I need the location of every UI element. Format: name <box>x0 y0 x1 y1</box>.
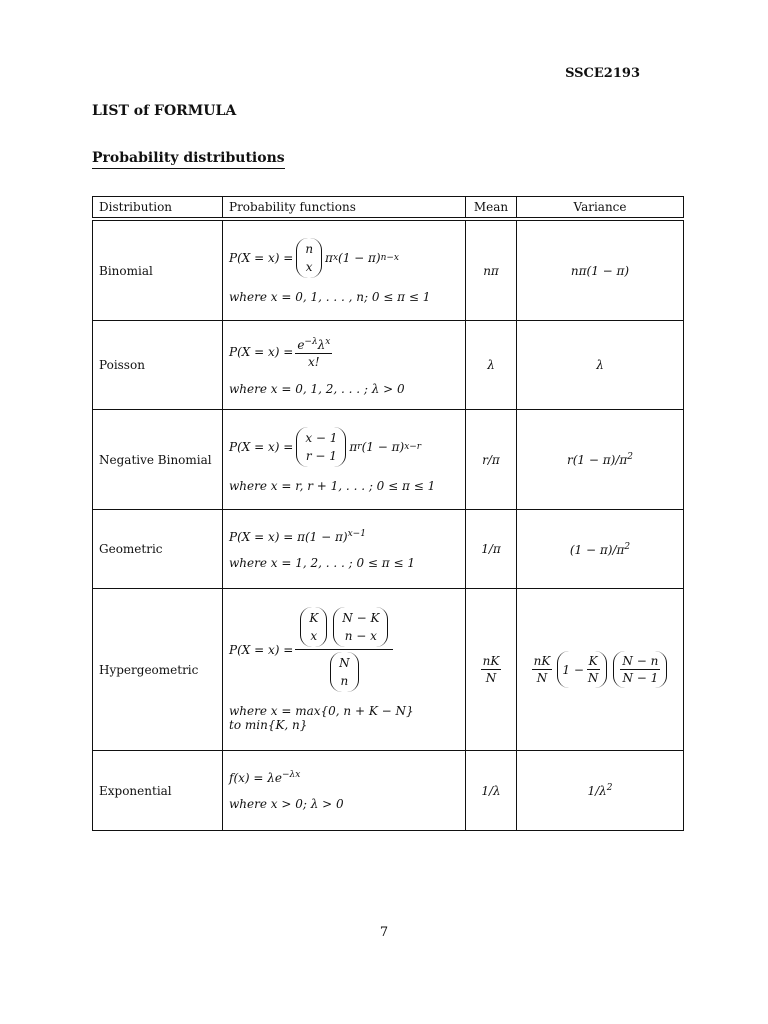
exponential-name: Exponential <box>92 751 223 831</box>
negbin-choose-bottom: r − 1 <box>305 448 337 463</box>
hyper-where-line2: to min{K, n} <box>229 718 308 732</box>
negbin-mean: r/π <box>466 410 517 510</box>
hyper-c2-bottom: n − x <box>344 629 377 643</box>
header-row <box>92 196 684 218</box>
hyper-c2-top: N − K <box>342 611 380 625</box>
binomial-name: Binomial <box>92 221 223 321</box>
poisson-where: where x = 0, 1, 2, . . . ; λ > 0 <box>229 382 405 396</box>
poisson-num-tail: λ <box>317 338 326 352</box>
hypergeometric-name: Hypergeometric <box>92 589 223 751</box>
exponential-variance <box>517 751 684 831</box>
negbin-name: Negative Binomial <box>92 410 223 510</box>
hypergeometric-mean <box>466 589 517 751</box>
exponential-where: where x > 0; λ > 0 <box>229 797 344 811</box>
geometric-name: Geometric <box>92 510 223 589</box>
binomial-where: where x = 0, 1, . . . , n; 0 ≤ π ≤ 1 <box>229 289 431 304</box>
poisson-pmf <box>223 321 466 410</box>
geometric-variance <box>517 510 684 589</box>
negbin-choose-top: x − 1 <box>305 430 338 445</box>
negbin-lhs: P(X = x) = <box>229 439 294 454</box>
exponential-variance-text: 1/λ <box>587 784 607 798</box>
hyper-var-f3-den: N − 1 <box>622 671 659 685</box>
binomial-variance: nπ(1 − π) <box>517 221 684 321</box>
negbin-pmf <box>223 410 466 510</box>
exponential-formula: f(x) = λe <box>229 771 282 785</box>
hypergeometric-choose-1 <box>300 607 327 647</box>
hyper-c3-top: N <box>339 656 350 670</box>
negbin-variance <box>517 410 684 510</box>
negbin-mid: (1 − π) <box>361 439 405 454</box>
geometric-pmf <box>223 510 466 589</box>
binomial-choose-top: n <box>305 241 314 256</box>
geometric-variance-sup: 2 <box>624 541 631 552</box>
hypergeometric-fraction <box>295 607 393 692</box>
hyper-var-f1-num: nK <box>533 654 551 668</box>
exponential-mean: 1/λ <box>466 751 517 831</box>
poisson-variance: λ <box>517 321 684 410</box>
hypergeometric-lhs: P(X = x) = <box>229 642 294 657</box>
hyper-c1-top: K <box>309 611 319 625</box>
binomial-choose <box>296 238 322 278</box>
hypergeometric-choose-3 <box>330 652 359 692</box>
geometric-formula: P(X = x) = π(1 − π) <box>229 529 348 544</box>
hyper-var-one-minus: 1 − <box>562 662 584 677</box>
poisson-num-sup2: x <box>325 337 331 347</box>
negbin-sup1: r <box>357 441 362 452</box>
hyper-var-f3-num: N − n <box>622 654 659 668</box>
header-mean: Mean <box>466 196 517 218</box>
hyper-c1-bottom: x <box>310 629 318 643</box>
binomial-sup2: n−x <box>380 252 400 263</box>
binomial-mean: nπ <box>466 221 517 321</box>
page-number: 7 <box>379 925 389 940</box>
poisson-lhs: P(X = x) = <box>229 345 294 359</box>
row-hypergeometric <box>92 589 684 751</box>
geometric-mean: 1/π <box>466 510 517 589</box>
hyper-c3-bottom: n <box>340 674 349 688</box>
hyper-mean-num: nK <box>482 654 500 668</box>
list-title: LIST of FORMULA <box>92 103 237 119</box>
row-negative-binomial <box>92 410 684 510</box>
row-geometric <box>92 510 684 589</box>
geometric-sup: x−1 <box>347 528 366 539</box>
exponential-variance-sup: 2 <box>606 783 613 793</box>
hypergeometric-variance <box>517 589 684 751</box>
geometric-where: where x = 1, 2, . . . ; 0 ≤ π ≤ 1 <box>229 555 415 570</box>
poisson-num: e <box>297 338 305 352</box>
geometric-variance-text: (1 − π)/π <box>569 542 625 557</box>
poisson-den: x! <box>308 355 320 369</box>
binomial-pmf <box>223 221 466 321</box>
hyper-var-f1-den: N <box>536 671 548 685</box>
row-exponential <box>92 751 684 831</box>
binomial-mid: (1 − π) <box>338 250 381 265</box>
binomial-sup1: x <box>332 252 339 263</box>
poisson-mean: λ <box>466 321 517 410</box>
binomial-choose-bottom: x <box>305 259 313 274</box>
row-binomial <box>92 221 684 321</box>
poisson-num-sup: −λ <box>304 337 318 347</box>
negbin-variance-sup: 2 <box>627 452 633 462</box>
poisson-name: Poisson <box>92 321 223 410</box>
hyper-mean-den: N <box>485 671 497 685</box>
negbin-choose <box>296 427 346 467</box>
hyper-var-f2-num: K <box>588 654 598 668</box>
negbin-where: where x = r, r + 1, . . . ; 0 ≤ π ≤ 1 <box>229 478 436 493</box>
binomial-pi: π <box>325 250 333 265</box>
exponential-pdf <box>223 751 466 831</box>
header-distribution: Distribution <box>92 196 223 218</box>
hypergeometric-where <box>229 704 459 732</box>
hypergeometric-pmf <box>223 589 466 751</box>
distributions-table <box>92 196 684 831</box>
exponential-sup: −λx <box>281 770 301 780</box>
negbin-sup2: x−r <box>404 441 422 452</box>
poisson-fraction <box>295 334 332 370</box>
course-code: SSCE2193 <box>565 66 640 81</box>
binomial-lhs: P(X = x) = <box>229 250 294 265</box>
negbin-variance-text: r(1 − π)/π <box>567 453 628 467</box>
header-functions: Probability functions <box>223 196 466 218</box>
hyper-var-f2-den: N <box>587 671 599 685</box>
header-variance: Variance <box>517 196 684 218</box>
negbin-pi: π <box>349 439 358 454</box>
row-poisson <box>92 321 684 410</box>
section-title: Probability distributions <box>92 150 285 169</box>
hyper-where-line1: where x = max{0, n + K − N} <box>229 704 414 718</box>
hypergeometric-choose-2 <box>333 607 388 647</box>
